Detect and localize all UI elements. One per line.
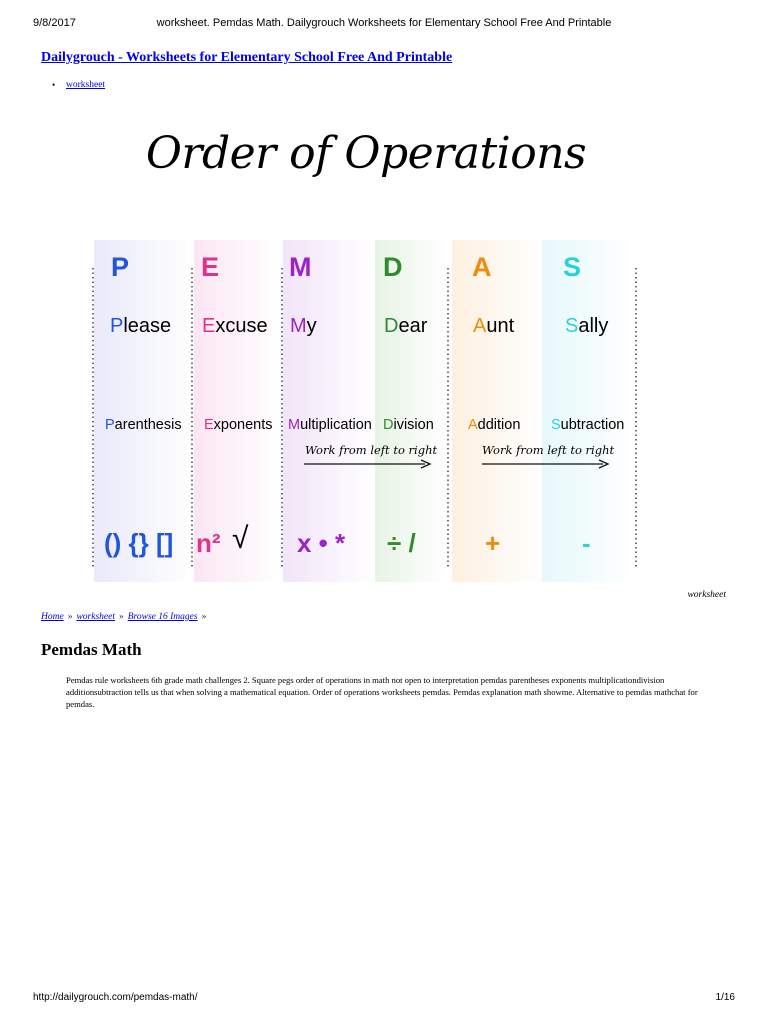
op-rest: ultiplication bbox=[300, 417, 372, 433]
symbol-brackets: () {} [] bbox=[104, 528, 174, 558]
op-initial: M bbox=[288, 417, 301, 433]
op-exponents bbox=[204, 417, 273, 433]
mnemonic-my bbox=[290, 315, 317, 338]
work-note-md: Work from left to right bbox=[305, 443, 438, 457]
breadcrumb-home[interactable]: Home bbox=[41, 612, 64, 622]
breadcrumb-separator: » bbox=[67, 612, 73, 622]
nav-list bbox=[52, 80, 105, 90]
letter-s: S bbox=[563, 252, 582, 282]
letter-e: E bbox=[201, 252, 220, 282]
arrow-right-icon bbox=[481, 458, 611, 470]
breadcrumb-browse-images[interactable]: Browse 16 Images bbox=[127, 612, 198, 622]
op-subtraction bbox=[551, 417, 624, 433]
mnemonic-initial: P bbox=[110, 315, 124, 337]
mnemonic-initial: A bbox=[473, 315, 487, 337]
mnemonic-rest: unt bbox=[486, 315, 515, 337]
letter-d: D bbox=[383, 252, 403, 282]
symbol-exponent: n² bbox=[196, 528, 221, 558]
mnemonic-rest: ear bbox=[398, 315, 428, 337]
letter-m: M bbox=[289, 252, 312, 282]
letter-a: A bbox=[472, 252, 492, 282]
site-title-link[interactable]: Dailygrouch - Worksheets for Elementary School Free And Printable bbox=[41, 50, 453, 65]
op-initial: E bbox=[204, 417, 214, 433]
mnemonic-rest: lease bbox=[123, 315, 172, 337]
print-url: http://dailygrouch.com/pemdas-math/ bbox=[33, 992, 198, 1003]
print-page-number: 1/16 bbox=[715, 992, 735, 1003]
article-body: Pemdas rule worksheets 6th grade math challenges 2. Square pegs order of operations in math not open to interpretation pemdas parentheses exponents multiplicationdivision additionsubtraction tells us that when solving a mathematical equation. Order of operations worksheets pemdas. Pemdas explanation math showme. Alternative to pemdas mathchat for pemdas. bbox=[66, 675, 698, 709]
mnemonic-excuse bbox=[202, 315, 268, 338]
op-rest: arenthesis bbox=[114, 417, 182, 433]
op-rest: ddition bbox=[477, 417, 521, 433]
mnemonic-dear bbox=[384, 315, 427, 338]
work-note-as: Work from left to right bbox=[482, 443, 615, 457]
mnemonic-please bbox=[110, 315, 171, 338]
mnemonic-rest: ally bbox=[578, 315, 609, 337]
print-date: 9/8/2017 bbox=[33, 17, 76, 29]
op-initial: S bbox=[551, 417, 561, 433]
mnemonic-rest: xcuse bbox=[215, 315, 268, 337]
letter-p: P bbox=[111, 252, 130, 282]
hero-title: Order of Operations bbox=[145, 128, 587, 179]
nav-link-worksheet[interactable]: worksheet bbox=[66, 80, 106, 90]
op-division bbox=[383, 417, 434, 433]
square-root-icon: √ bbox=[232, 522, 249, 555]
mnemonic-rest: y bbox=[306, 315, 317, 337]
image-caption: worksheet bbox=[687, 590, 726, 600]
op-initial: D bbox=[383, 417, 394, 433]
op-multiplication bbox=[288, 417, 372, 433]
op-initial: P bbox=[105, 417, 115, 433]
mnemonic-sally bbox=[565, 315, 608, 338]
op-rest: xponents bbox=[213, 417, 273, 433]
print-title: worksheet. Pemdas Math. Dailygrouch Worksheets for Elementary School Free And Printable bbox=[156, 17, 612, 29]
breadcrumb-worksheet[interactable]: worksheet bbox=[76, 612, 115, 622]
arrow-right-icon bbox=[303, 458, 433, 470]
mnemonic-initial: S bbox=[565, 315, 579, 337]
op-rest: ivision bbox=[393, 417, 434, 433]
breadcrumb-separator: » bbox=[201, 612, 207, 622]
op-addition bbox=[468, 417, 520, 433]
mnemonic-initial: D bbox=[384, 315, 399, 337]
op-parenthesis bbox=[105, 417, 182, 433]
symbol-plus: + bbox=[485, 528, 501, 558]
op-rest: ubtraction bbox=[560, 417, 625, 433]
mnemonic-initial: M bbox=[290, 315, 307, 337]
symbol-multiply: x • * bbox=[297, 528, 346, 558]
symbol-minus: - bbox=[582, 528, 591, 558]
nav-item-worksheet bbox=[52, 80, 105, 90]
breadcrumb-separator: » bbox=[118, 612, 124, 622]
symbol-divide: ÷ / bbox=[387, 528, 416, 558]
mnemonic-initial: E bbox=[202, 315, 216, 337]
mnemonic-aunt bbox=[473, 315, 514, 338]
page-title: Pemdas Math bbox=[41, 640, 142, 659]
breadcrumb bbox=[41, 612, 210, 622]
op-initial: A bbox=[468, 417, 478, 433]
